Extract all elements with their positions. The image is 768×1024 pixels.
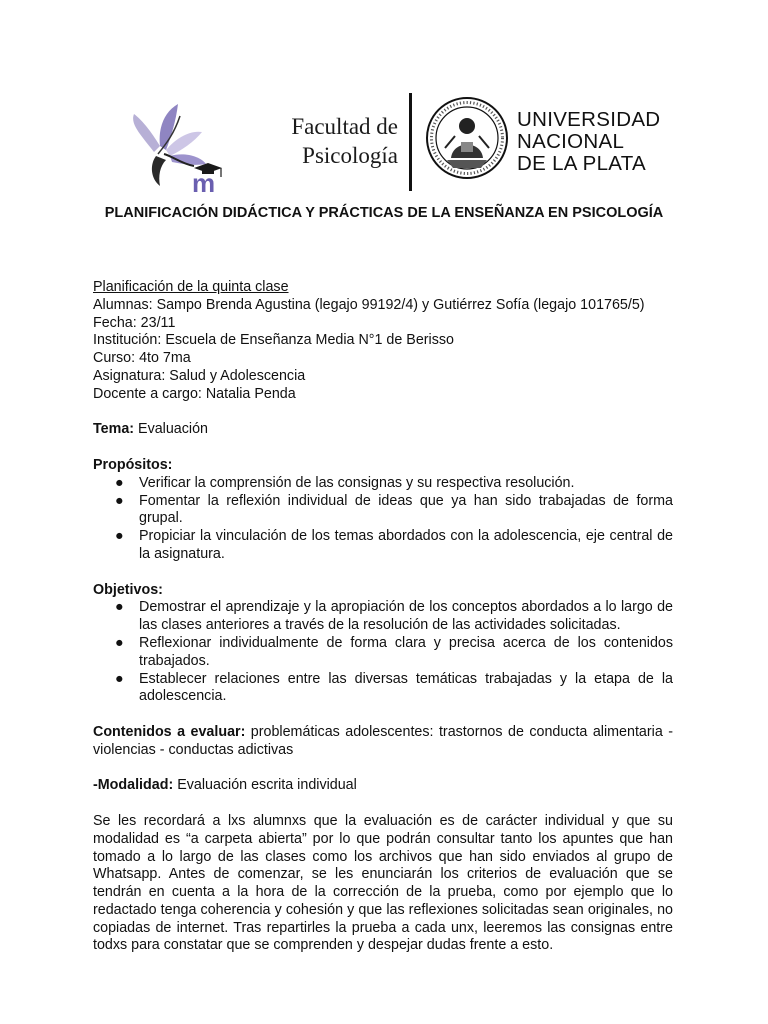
- objectives-heading: Objetivos:: [93, 581, 163, 598]
- list-item: ● Reflexionar individualmente de forma clara y precisa acerca de los contenidos trabajados.: [115, 634, 673, 669]
- logo-letter: m: [192, 168, 216, 194]
- bullet-icon: ●: [115, 492, 124, 509]
- bullet-icon: ●: [115, 670, 124, 687]
- purposes-list: [93, 475, 673, 564]
- purposes-heading: Propósitos:: [93, 456, 173, 473]
- description-paragraph: Se les recordará a lxs alumnxs que la evaluación es de carácter individual y que su modalidad es “a carpeta abierta” por lo que podrán consultar tanto los apuntes que han tomado a lo largo de las clases como los archivos que han sido enviados al grupo de Whatsapp. Antes de comenzar, se les enunciarán los criterios de evaluación que se tendrán en cuenta a la hora de la corrección de la prueba, como por ejemplo que lo redactado tenga coherencia y cohesión y que las reflexiones solicitadas sean originales, no copiadas de internet. Tras repartirles la prueba a cada unx, leeremos las consignas entre todxs para constatar que se comprenden y despejar dudas frente a esto.: [93, 812, 673, 954]
- document-title: PLANIFICACIÓN DIDÁCTICA Y PRÁCTICAS DE LA ENSEÑANZA EN PSICOLOGÍA: [104, 205, 664, 221]
- subject-line: Asignatura: Salud y Adolescencia: [93, 367, 306, 384]
- institution-line: Institución: Escuela de Enseñanza Media N°1 de Berisso: [93, 332, 454, 349]
- faculty-name: [262, 112, 398, 170]
- bullet-icon: ●: [115, 474, 124, 491]
- list-item: ● Demostrar el aprendizaje y la apropiación de los conceptos abordados a lo largo de las clases anteriores a través de la resolución de las actividades solicitadas.: [115, 599, 673, 634]
- faculty-line-1: Facultad de: [291, 114, 398, 139]
- faculty-butterfly-logo: [120, 94, 240, 194]
- modality-value: Evaluación escrita individual: [173, 777, 357, 794]
- topic-line: [93, 421, 673, 439]
- modality-label: -Modalidad:: [93, 777, 174, 794]
- topic-value: Evaluación: [134, 421, 208, 438]
- date-line: Fecha: 23/11: [93, 314, 176, 331]
- contents-line: [93, 724, 673, 760]
- university-line-1: UNIVERSIDAD: [517, 108, 661, 131]
- class-plan-heading: Planificación de la quinta clase: [93, 279, 289, 295]
- document-body: [93, 279, 673, 955]
- university-seal-icon: [425, 96, 509, 180]
- university-line-3: DE LA PLATA: [517, 152, 647, 175]
- contents-label: Contenidos a evaluar:: [93, 723, 246, 740]
- objectives-list: [93, 599, 673, 706]
- faculty-line-2: Psicología: [302, 143, 398, 168]
- modality-line: [93, 777, 673, 795]
- teacher-line: Docente a cargo: Natalia Penda: [93, 385, 296, 402]
- bullet-icon: ●: [115, 634, 124, 651]
- bullet-icon: ●: [115, 528, 124, 545]
- university-line-2: NACIONAL: [517, 130, 625, 153]
- students-line: Alumnas: Sampo Brenda Agustina (legajo 99192/4) y Gutiérrez Sofía (legajo 101765/5): [93, 296, 645, 313]
- topic-label: Tema:: [93, 421, 135, 438]
- list-item: ● Verificar la comprensión de las consignas y su respectiva resolución.: [115, 474, 575, 491]
- contents-value: problemáticas adolescentes: trastornos de conducta alimentaria - violencias - conductas adictivas: [93, 723, 673, 758]
- document-header: [0, 88, 768, 198]
- bullet-icon: ●: [115, 599, 124, 616]
- course-line: Curso: 4to 7ma: [93, 350, 191, 367]
- list-item: ● Fomentar la reflexión individual de ideas que ya han sido trabajadas de forma grupal.: [115, 492, 673, 527]
- header-divider: [409, 93, 412, 191]
- university-name: [517, 109, 660, 175]
- list-item: ● Establecer relaciones entre las diversas temáticas trabajadas y la etapa de la adolescencia.: [115, 670, 673, 705]
- list-item: ● Propiciar la vinculación de los temas abordados con la adolescencia, eje central de la asignatura.: [115, 528, 673, 562]
